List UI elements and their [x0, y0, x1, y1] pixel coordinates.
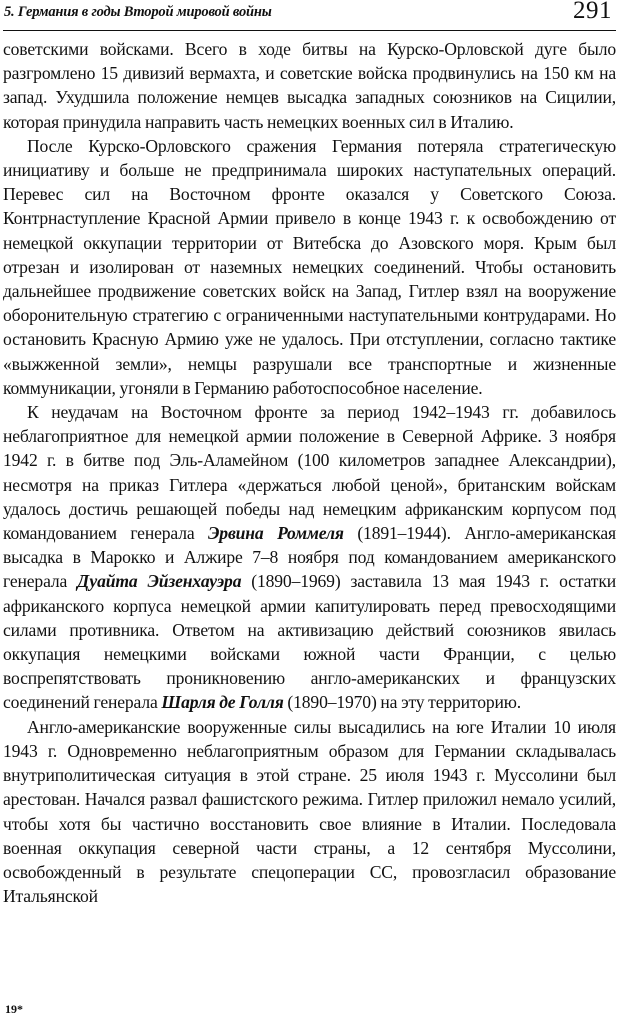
page-number: 291 [573, 0, 612, 24]
text-segment: (1891–1944). Англо-американская высадка в Марокко и Алжире 7–8 ноября под командованием американского генерала [3, 523, 616, 592]
text-segment: (1890–1969) заставила 13 мая 1943 г. остатки африканского корпуса немецкой армии капитулировать перед превосходящими силами противника. Ответом на активизацию действий союзников явилась оккупация немецкими войсками южной части Франции, с целью воспрепятствовать проникновению англо-американских и французских соединений генерала [3, 571, 616, 713]
chapter-title: 5. Германия в годы Второй мировой войны [4, 4, 272, 20]
paragraph [3, 134, 616, 400]
text-segment: (1890–1970) на эту территорию. [283, 692, 522, 713]
text-segment: К неудачам на Восточном фронте за период 1942–1943 гг. добавилось неблагоприятное для немецкой армии положение в Северной Африке. 3 ноября 1942 г. в битве под Эль-Аламейном (100 километров западнее Александрии), несмотря на приказ Гитлера «держаться любой ценой», британским войскам удалось достичь решающей победы над немецким африканским корпусом под командованием генерала [3, 402, 616, 544]
text-segment: советскими войсками. Всего в ходе битвы на Курско-Орловской дуге было разгромлено 15 дивизий вермахта, и советские войска продвинулись на 150 км на запад. Ухудшила положение немцев высадка западных союзников на Сицилии, которая принудила направить часть немецких военных сил в Италию. [3, 39, 616, 132]
text-segment: После Курско-Орловского сражения Германия потеряла стратегическую инициативу и больше не предпринимала широких наступательных операций. Перевес сил на Восточном фронте оказался у Советского Союза. Контрнаступление Красной Армии привело в конце 1943 г. к освобождению от немецкой оккупации территории от Витебска до Азовского моря. Крым был отрезан и изолирован от наземных немецких соединений. Чтобы остановить дальнейшее продвижение советских войск на Запад, Гитлер взял на вооружение оборонительную стратегию с ограниченными наступательными контрударами. Но остановить Красную Армию уже не удалось. При отступлении, согласно тактике «выжженной земли», немцы разрушали все транспортные и жизненные коммуникации, угоняли в Германию работоспособное население. [3, 135, 616, 398]
emphasized-name: Шарля де Голля [161, 692, 284, 713]
emphasized-name: Эрвина Роммеля [208, 523, 344, 544]
emphasized-name: Дуайта Эйзенхауэра [77, 571, 242, 592]
text-segment: Англо-американские вооруженные силы высадились на юге Италии 10 июля 1943 г. Одновременно неблагоприятным образом для Германии складывалась внутриполитическая ситуация в этой стране. 25 июля 1943 г. Муссолини был арестован. Начался развал фашистского режима. Гитлер приложил немало усилий, чтобы хотя бы частично восстановить свое влияние в Италии. Последовала военная оккупация северной части страны, а 12 сентября Муссолини, освобожденный в результате спецоперации СС, провозгласил образование Итальянской [3, 716, 616, 907]
paragraph [3, 400, 616, 715]
body-text [3, 37, 616, 908]
paragraph [3, 715, 616, 909]
running-header [3, 0, 616, 31]
signature-mark: 19* [5, 1002, 23, 1016]
paragraph [3, 37, 616, 134]
